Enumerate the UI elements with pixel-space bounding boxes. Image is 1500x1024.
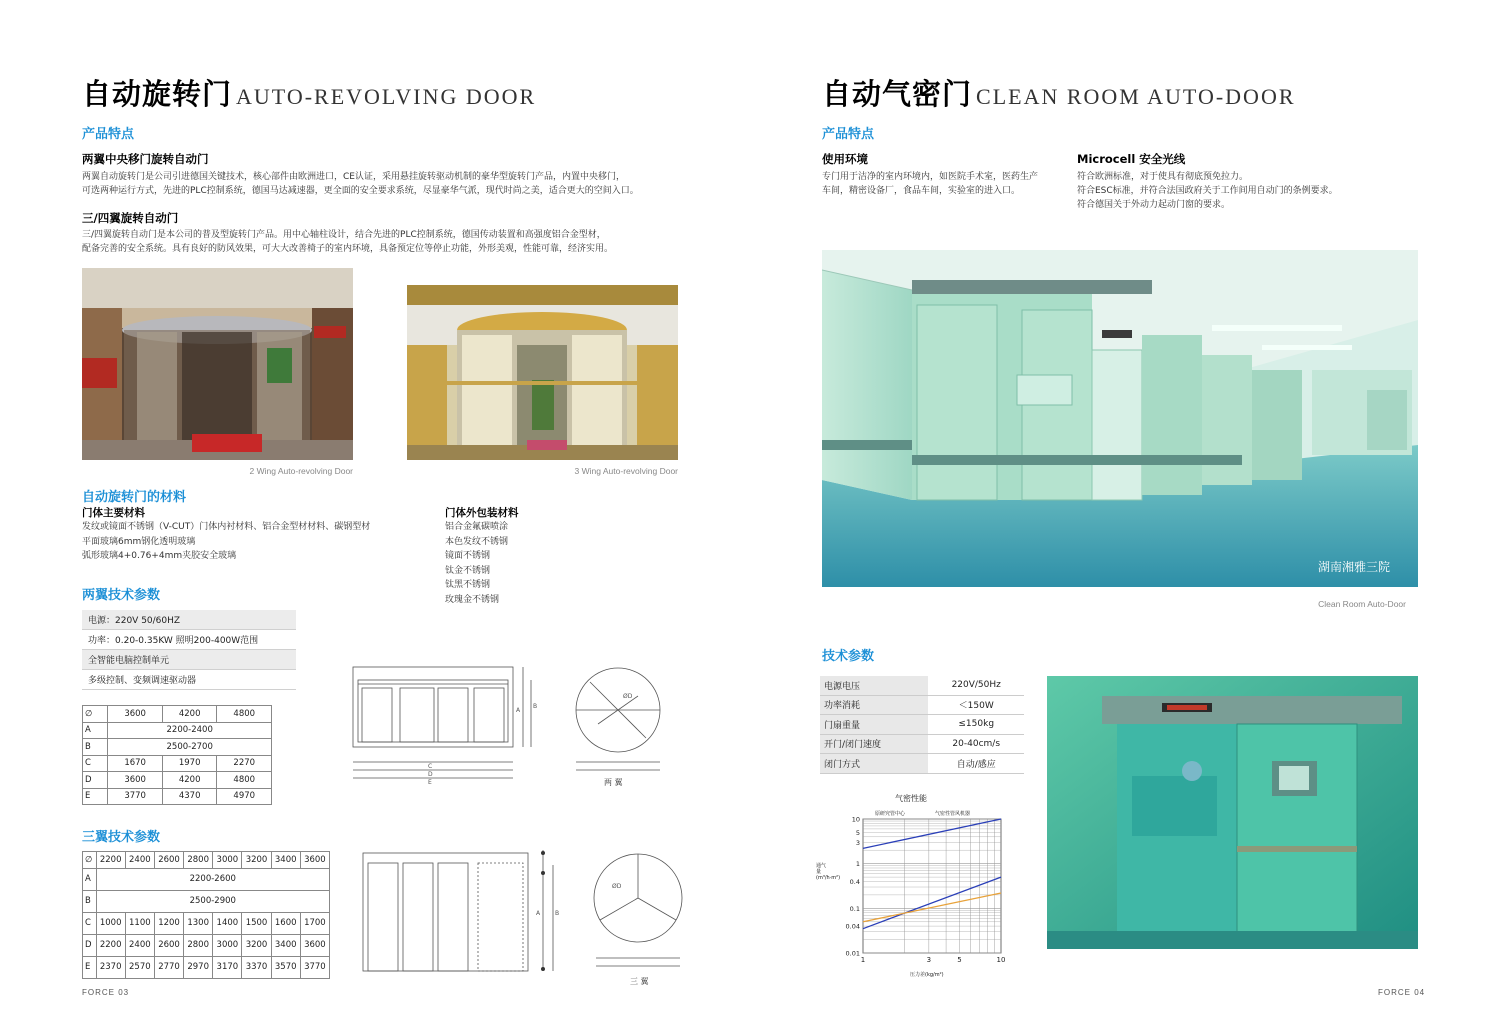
spec-item: 多级控制、变频调速驱动器 xyxy=(82,670,296,690)
table-cell: 4970 xyxy=(217,788,272,805)
table-row xyxy=(820,715,1024,735)
airtight-chart xyxy=(815,793,1025,983)
table-cell: 2200-2600 xyxy=(96,868,329,890)
left-title-en: AUTO-REVOLVING DOOR xyxy=(236,84,537,109)
table-header-row xyxy=(83,706,272,723)
chart-y-tick: 0.04 xyxy=(845,922,860,931)
chart-title: 气密性能 xyxy=(895,794,927,803)
outer-material-item: 本色发纹不锈钢 xyxy=(445,536,509,547)
right-footer: FORCE 04 xyxy=(1378,988,1426,997)
two-wing-heading: 两翼技术参数 xyxy=(82,588,161,603)
chart-y-tick: 10 xyxy=(851,815,860,824)
table-cell: 3600 xyxy=(300,934,329,956)
chart-y-tick: 0.1 xyxy=(849,904,860,913)
main-material-item: 发纹或镜面不锈钢（V-CUT）门体内衬材料、铝合金型材材料、碳钢型材 xyxy=(82,522,371,532)
table-cell: 2500-2700 xyxy=(108,739,272,756)
main-materials-title: 门体主要材料 xyxy=(82,507,145,519)
table-cell: C xyxy=(83,755,108,772)
svg-text:B: B xyxy=(533,703,538,710)
table-cell: 1700 xyxy=(300,912,329,934)
table-row xyxy=(83,934,330,956)
chart-x-tick: 5 xyxy=(957,956,962,964)
table-cell: 2400 xyxy=(125,934,154,956)
chart-series-line xyxy=(863,877,1001,929)
svg-text:ØD: ØD xyxy=(612,883,622,890)
feature1-line1: 两翼自动旋转门是公司引进德国关键技术，核心部件由欧洲进口，CE认证，采用悬挂旋转驱动机制的豪华型旋转门产品，内置中央移门， xyxy=(82,172,625,182)
table-cell: 2770 xyxy=(154,956,183,978)
table-cell: 1200 xyxy=(154,912,183,934)
microcell-text xyxy=(1077,170,1407,212)
svg-text:C: C xyxy=(428,763,433,770)
table-cell: 1300 xyxy=(184,912,213,934)
table-cell: 2370 xyxy=(96,956,125,978)
chart-legend-1: 原研究管中心 xyxy=(875,811,906,817)
three-wing-size-table xyxy=(82,851,330,979)
table-cell: 2600 xyxy=(154,852,183,869)
table-row xyxy=(83,722,272,739)
table-cell: E xyxy=(83,956,97,978)
chart-frame xyxy=(863,819,1001,953)
table-row xyxy=(83,956,330,978)
microcell-title: Microcell 安全光线 xyxy=(1077,152,1186,166)
table-row xyxy=(83,912,330,934)
table-cell: 3400 xyxy=(271,934,300,956)
outer-material-item: 镜面不锈钢 xyxy=(445,551,491,561)
three-wing-plan-drawing xyxy=(590,850,690,975)
feature1-title: 两翼中央移门旋转自动门 xyxy=(82,152,209,166)
feature1-text xyxy=(82,170,682,198)
main-material-item: 平面玻璃6mm钢化透明玻璃 xyxy=(82,536,196,547)
table-row xyxy=(83,890,330,912)
param-value: 20-40cm/s xyxy=(928,734,1024,754)
table-cell: 1500 xyxy=(242,912,271,934)
two-wing-spec-list xyxy=(82,610,296,690)
clean-room-door-photo xyxy=(1047,676,1418,949)
clean-room-corridor-photo xyxy=(822,250,1418,587)
table-cell: D xyxy=(83,772,108,789)
table-row xyxy=(83,868,330,890)
microcell-line1: 符合欧洲标准，对于使具有彻底预免拉力。 xyxy=(1077,172,1249,182)
table-cell: 2270 xyxy=(217,755,272,772)
chart-ylabel: 通气量(m³/h·m²) xyxy=(816,863,841,881)
left-features-heading: 产品特点 xyxy=(82,127,135,142)
left-footer: FORCE 03 xyxy=(82,988,130,997)
two-wing-drawing-label: 两 翼 xyxy=(604,778,623,787)
left-title-cn: 自动旋转门 xyxy=(82,77,233,111)
feature1-line2: 可选两种运行方式，先进的PLC控制系统，德国马达减速器，更全面的安全要求系统，尽显豪华气派，现代时尚之美，适合更大的空间入口。 xyxy=(82,186,639,196)
param-value: 220V/50Hz xyxy=(928,676,1024,695)
spec-item: 电源：220V 50/60HZ xyxy=(82,610,296,630)
table-cell: 2200 xyxy=(96,934,125,956)
param-key: 闭门方式 xyxy=(820,754,928,774)
table-cell: 2500-2900 xyxy=(96,890,329,912)
table-row xyxy=(83,772,272,789)
spec-item: 功率：0.20-0.35KW 照明200-400W范围 xyxy=(82,630,296,650)
table-header-row xyxy=(83,852,330,869)
chart-y-tick: 0.4 xyxy=(849,877,860,886)
outer-materials-title: 门体外包装材料 xyxy=(445,507,519,519)
outer-materials-list xyxy=(445,520,645,607)
feature2-line1: 三/四翼旋转自动门是本公司的普及型旋转门产品。用中心轴柱设计，结合先进的PLC控制系统，德国传动装置和高强度铝合金型材， xyxy=(82,230,606,240)
three-wing-door-photo xyxy=(407,285,678,460)
table-cell: C xyxy=(83,912,97,934)
table-cell: 3000 xyxy=(213,934,242,956)
table-cell: ∅ xyxy=(83,852,97,869)
table-cell: E xyxy=(83,788,108,805)
table-cell: 1970 xyxy=(162,755,217,772)
left-title xyxy=(82,72,536,113)
table-cell: B xyxy=(83,890,97,912)
table-cell: ∅ xyxy=(83,706,108,723)
table-row xyxy=(83,739,272,756)
table-cell: 2600 xyxy=(154,934,183,956)
photo1-caption: 2 Wing Auto-revolving Door xyxy=(249,466,353,476)
svg-text:D: D xyxy=(428,771,433,778)
table-row xyxy=(820,695,1024,715)
svg-text:ØD: ØD xyxy=(623,693,633,700)
param-key: 门扇重量 xyxy=(820,715,928,735)
svg-text:B: B xyxy=(555,910,560,917)
table-cell: D xyxy=(83,934,97,956)
svg-text:A: A xyxy=(536,910,541,917)
table-cell: 3600 xyxy=(300,852,329,869)
tech-param-table xyxy=(820,676,1024,774)
feature2-line2: 配备完善的安全系统。具有良好的防风效果，可大大改善椅子的室内环境，具备预定位等停止功能，外形美观，性能可靠，经济实用。 xyxy=(82,244,614,254)
outer-material-item: 钛金不锈钢 xyxy=(445,565,491,576)
right-title-en: CLEAN ROOM AUTO-DOOR xyxy=(976,84,1296,109)
table-cell: 2800 xyxy=(184,852,213,869)
table-cell: 2200 xyxy=(96,852,125,869)
table-cell: 3170 xyxy=(213,956,242,978)
svg-text:A: A xyxy=(516,707,521,714)
table-cell: 4370 xyxy=(162,788,217,805)
chart-y-tick: 5 xyxy=(855,828,860,837)
microcell-line2: 符合ESC标准，并符合法国政府关于工作间用自动门的条例要求。 xyxy=(1077,186,1338,196)
chart-xlabel: 压力差(kg/m²) xyxy=(910,972,944,978)
env-line1: 专门用于洁净的室内环境内，如医院手术室，医药生产 xyxy=(822,172,1039,182)
two-wing-door-photo xyxy=(82,268,353,460)
table-cell: 4800 xyxy=(217,706,272,723)
param-value: ＜150W xyxy=(928,695,1024,715)
chart-plot-svg xyxy=(815,793,1025,973)
three-wing-elevation-drawing xyxy=(358,845,568,975)
right-title xyxy=(822,72,1296,113)
table-row xyxy=(820,676,1024,695)
table-cell: 4200 xyxy=(162,772,217,789)
table-cell: 3770 xyxy=(300,956,329,978)
two-wing-plan-drawing xyxy=(568,662,668,782)
main-materials-list xyxy=(82,520,422,564)
table-cell: 1400 xyxy=(213,912,242,934)
table-cell: 2800 xyxy=(184,934,213,956)
param-value: 自动/感应 xyxy=(928,754,1024,774)
table-cell: 3200 xyxy=(242,934,271,956)
table-cell: 2570 xyxy=(125,956,154,978)
param-key: 电源电压 xyxy=(820,676,928,695)
spec-item: 全智能电脑控制单元 xyxy=(82,650,296,670)
param-key: 开门/闭门速度 xyxy=(820,734,928,754)
chart-y-tick: 0.01 xyxy=(845,949,860,958)
table-cell: 1670 xyxy=(108,755,163,772)
chart-x-tick: 3 xyxy=(926,956,932,964)
param-key: 功率消耗 xyxy=(820,695,928,715)
chart-y-tick: 3 xyxy=(855,838,860,847)
chart-legend-2: 气密性管风机器 xyxy=(935,811,971,817)
feature2-title: 三/四翼旋转自动门 xyxy=(82,211,179,225)
table-cell: 3600 xyxy=(108,706,163,723)
env-title: 使用环境 xyxy=(822,152,868,166)
photo-overlay-label: 湖南湘雅三院 xyxy=(1318,560,1391,574)
table-cell: 4800 xyxy=(217,772,272,789)
table-row xyxy=(83,788,272,805)
feature2-text xyxy=(82,228,682,256)
table-cell: 3770 xyxy=(108,788,163,805)
outer-material-item: 铝合金氟碳喷涂 xyxy=(445,522,509,532)
chart-x-tick: 1 xyxy=(860,956,866,964)
table-cell: A xyxy=(83,722,108,739)
chart-series-line xyxy=(863,893,1001,922)
tech-heading: 技术参数 xyxy=(822,649,875,664)
table-cell: 3370 xyxy=(242,956,271,978)
right-title-cn: 自动气密门 xyxy=(822,77,973,111)
outer-material-item: 钛黑不锈钢 xyxy=(445,580,491,590)
materials-heading: 自动旋转门的材料 xyxy=(82,490,187,505)
microcell-line3: 符合德国关于外动力起动门窗的要求。 xyxy=(1077,200,1231,210)
svg-text:E: E xyxy=(428,779,432,786)
three-wing-heading: 三翼技术参数 xyxy=(82,830,161,845)
table-cell: 3400 xyxy=(271,852,300,869)
two-wing-size-table xyxy=(82,705,272,805)
table-cell: 1100 xyxy=(125,912,154,934)
table-cell: 2970 xyxy=(184,956,213,978)
main-material-item: 弧形玻璃4+0.76+4mm夹胶安全玻璃 xyxy=(82,551,237,561)
chart-x-tick: 10 xyxy=(996,956,1006,964)
table-row xyxy=(820,754,1024,774)
table-cell: 3570 xyxy=(271,956,300,978)
two-wing-elevation-drawing xyxy=(348,662,538,787)
table-row xyxy=(820,734,1024,754)
table-cell: 2200-2400 xyxy=(108,722,272,739)
table-cell: 3000 xyxy=(213,852,242,869)
table-cell: 2400 xyxy=(125,852,154,869)
env-line2: 车间，精密设备厂，食品车间，实验室的进入口。 xyxy=(822,186,1021,196)
param-value: ≤150kg xyxy=(928,715,1024,735)
table-row xyxy=(83,755,272,772)
table-cell: A xyxy=(83,868,97,890)
outer-material-item: 玫瑰金不锈钢 xyxy=(445,594,500,605)
table-cell: 4200 xyxy=(162,706,217,723)
three-wing-drawing-label: 三 翼 xyxy=(630,977,649,986)
table-cell: 1600 xyxy=(271,912,300,934)
table-cell: 1000 xyxy=(96,912,125,934)
table-cell: B xyxy=(83,739,108,756)
table-cell: 3600 xyxy=(108,772,163,789)
photo2-caption: 3 Wing Auto-revolving Door xyxy=(574,466,678,476)
clean-room-photo-caption: Clean Room Auto-Door xyxy=(1318,599,1406,609)
env-text xyxy=(822,170,1072,198)
right-features-heading: 产品特点 xyxy=(822,127,875,142)
table-cell: 3200 xyxy=(242,852,271,869)
chart-y-tick: 1 xyxy=(855,860,860,869)
